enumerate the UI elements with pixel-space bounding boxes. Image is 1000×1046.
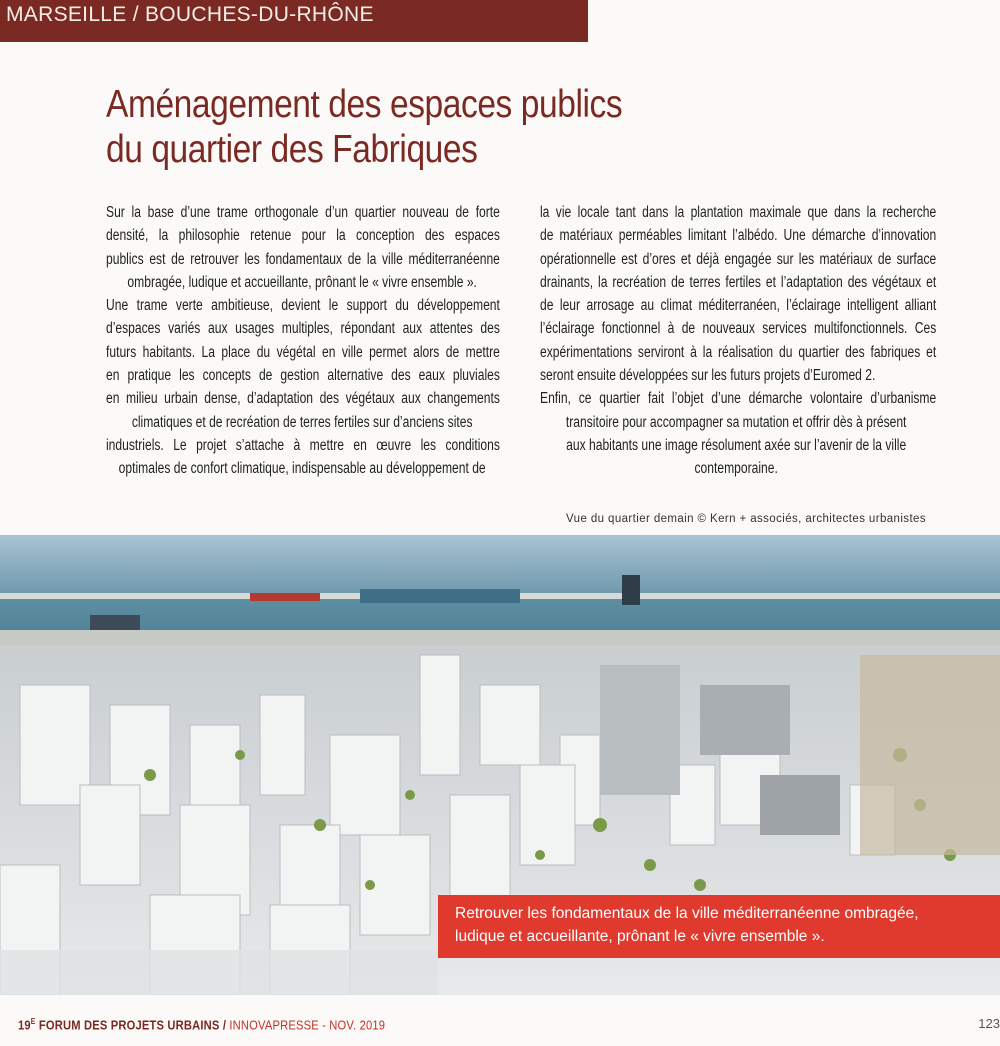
forum-number: 19 <box>18 1017 31 1033</box>
section-header-band <box>0 0 588 42</box>
body-line: contemporaine. <box>694 460 778 478</box>
body-line: aux habitants une image résolument axée sur l’avenir de la ville <box>566 436 907 454</box>
body-column-left <box>106 201 500 481</box>
body-line: en milieu urbain dense, d’adaptation des végétaux aux changements <box>106 390 500 408</box>
body-line: transitoire pour accompagner sa mutation et offrir dès à présent <box>565 413 907 431</box>
body-line: seront ensuite développées sur les futurs projets d’Euromed 2. <box>540 367 876 385</box>
article-title <box>106 82 639 172</box>
article-title-line1: Aménagement des espaces publics <box>106 83 623 126</box>
body-line: publics est de retrouver les fondamentaux de la ville méditerranéenne <box>106 250 500 268</box>
body-line: climatiques et de recréation de terres fertiles sur d’anciens sites <box>131 413 473 431</box>
footer-separator: / <box>219 1017 230 1033</box>
section-label: MARSEILLE / BOUCHES-DU-RHÔNE <box>6 3 374 26</box>
page-number: 123 <box>978 1016 1000 1031</box>
body-line: Enfin, ce quartier fait l’objet d’une démarche volontaire d’urbanisme <box>540 390 937 408</box>
body-line: l’éclairage fonctionnel à de nouveaux services multifonctionnels. Ces <box>540 320 937 338</box>
body-line: de leur arrosage au climat méditerranéen, l’éclairage intelligent alliant <box>540 297 937 315</box>
article-title-line2: du quartier des Fabriques <box>106 128 478 171</box>
body-line: Une trame verte ambitieuse, devient le support du développement <box>106 297 500 315</box>
body-line: d’espaces variés aux usages multiples, répondant aux attentes des <box>106 320 500 338</box>
body-line: opérationnelle est d’ores et déjà engagée sur les matériaux de surface <box>540 250 937 268</box>
callout-line2: ludique et accueillante, prônant le « vivre ensemble ». <box>455 928 825 945</box>
body-column-right <box>540 201 936 481</box>
photo-caption: Vue du quartier demain © Kern + associés, architectes urbanistes <box>566 513 926 525</box>
forum-title: FORUM DES PROJETS URBAINS <box>35 1017 220 1033</box>
body-line: drainants, la recréation de terres fertiles et l’adaptation des végétaux et <box>540 273 937 291</box>
callout-line1: Retrouver les fondamentaux de la ville méditerranéenne ombragée, <box>455 905 919 922</box>
body-line: la vie locale tant dans la plantation maximale que dans la recherche <box>540 204 937 221</box>
body-line: ombragée, ludique et accueillante, prônant le « vivre ensemble ». <box>127 273 477 291</box>
body-line: Sur la base d’une trame orthogonale d’un quartier nouveau de forte <box>106 204 500 221</box>
publisher-label: INNOVAPRESSE - NOV. 2019 <box>229 1017 386 1033</box>
body-line: optimales de confort climatique, indispensable au développement de <box>118 460 486 478</box>
pull-quote-callout <box>438 895 1000 958</box>
body-line: industriels. Le projet s’attache à mettre en œuvre les conditions <box>106 436 500 454</box>
body-line: en pratique les concepts de gestion alternative des eaux pluviales <box>106 367 500 385</box>
body-line: densité, la philosophie retenue pour la conception des espaces <box>106 227 500 245</box>
forum-sup: E <box>30 1017 36 1026</box>
body-line: de matériaux perméables limitant l’albédo. Une démarche d’innovation <box>540 227 937 245</box>
body-line: futurs habitants. La place du végétal en ville permet alors de mettre <box>106 343 500 361</box>
page-footer <box>18 1017 385 1032</box>
body-line: expérimentations serviront à la réalisation du quartier des fabriques et <box>540 343 937 361</box>
